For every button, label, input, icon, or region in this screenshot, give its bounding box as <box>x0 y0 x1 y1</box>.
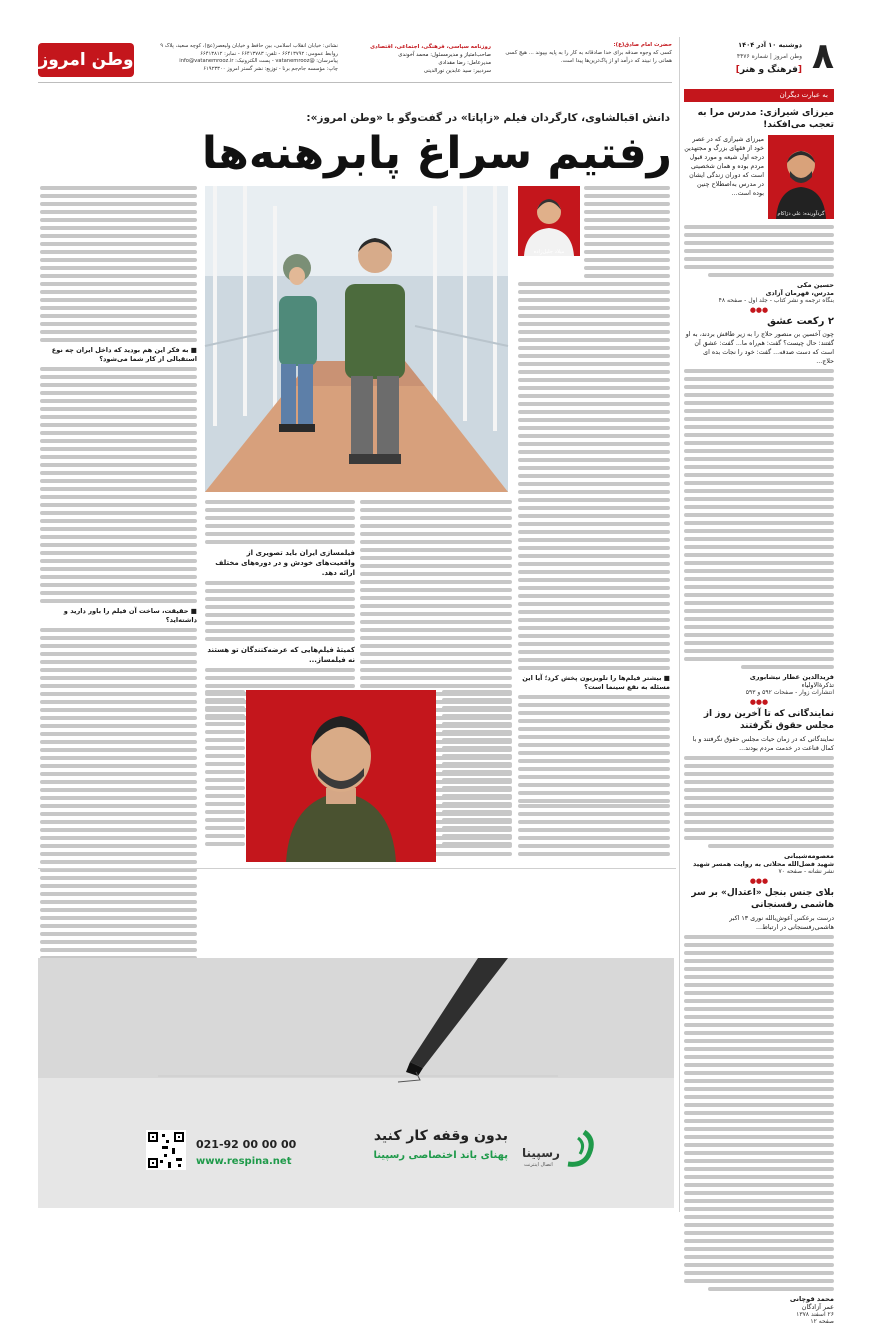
qa-heading-1: ■ بیشتر فیلم‌ها را تلویزیون پخش کرد؛ آیا این مسئله به نفع سینما است؟ <box>522 674 670 691</box>
op4-page: صفحه ۱۲ <box>810 1318 834 1325</box>
address-line: نشانی: خیابان انقلاب اسلامی، بین حافظ و خیابان ولیعصر(عج)، کوچه سعید، پلاک ۹ <box>160 43 338 49</box>
pull-quote-2: کمیتهٔ فیلم‌هایی که عرضه‌کنندگان تو هستند نه فیلمساز... <box>207 646 355 664</box>
logo-text: وطن امروز <box>38 50 134 70</box>
op2-source: تذکرةالاولیاء <box>801 681 834 689</box>
masthead <box>38 37 672 83</box>
page-number: ۸ <box>812 36 834 77</box>
op1-text: میرزای شیرازی که در عصر خود از فقهای بزرگ و مجتهدین درجه اول شیعه و مورد قبول مردم بوده و همان شخصیتی است که دوران زندگی ایشان در مدرس به‌اصطلاح چنین بوده است... <box>684 136 764 197</box>
qa-heading-3: ■ حقیقت، ساخت آن فیلم را باور دارید و داشته‌اید؟ <box>63 607 197 624</box>
article-col-2c <box>205 690 245 862</box>
op3-title: نمایندگانی که تا آخرین روز از مجلس حقوق نگرفتند <box>703 709 834 731</box>
op3-text: نمایندگانی که در زمان حیات مجلس حقوق نگرفتند و با کمال قناعت در خدمت مردم بودند... <box>692 736 834 752</box>
ad-website[interactable]: www.respina.net <box>196 1156 292 1167</box>
separator-dots: ●●● <box>749 698 769 706</box>
article-headline: رفتیم سراغ پابرهنه‌ها <box>201 128 672 179</box>
hadith-text: کسی که وجوه صدقه برای خدا صادقانه به کار را به پایه بپیوند ... هیچ کسی همانی را نبیند که درآمد او از پاک‌ترین‌ها پیدا است. <box>505 50 672 64</box>
issue-info: وطن امروز | شماره ۴۴۷۶ <box>736 53 802 60</box>
pencil-illustration-icon <box>38 958 674 1208</box>
op4-title: بلای جنس بنجل «اعتدال» بر سر هاشمی رفسنجانی <box>691 888 834 910</box>
ad-phone: 021-92 00 00 00 <box>196 1138 297 1151</box>
op3-signature: معصومه‌شیبانی <box>783 852 834 860</box>
hadith-label: حضرت امام صادق(ع): <box>613 42 672 48</box>
op4-signature: محمد قوچانی <box>789 1295 834 1303</box>
op3-ref: نشر نشانه - صفحه ۷۰ <box>778 868 834 875</box>
op2-ref: انتشارات زوار - صفحات ۵۹۲ و ۵۹۳ <box>745 689 834 696</box>
print-line: چاپ: مؤسسه جام‌جم برنا - توزیع: نشر گستر امروز ۶۱۹۲۳۳۰۰ <box>203 65 338 72</box>
pull-quote-1: فیلمسازی ایران باید تصویری از واقعیت‌های خودش و در دوره‌های مختلف ارائه دهد. <box>215 549 355 577</box>
article-col-1 <box>518 186 670 798</box>
newspaper-logo <box>38 43 134 77</box>
op3-source: شهید فضل‌الله محلاتی به روایت همسر شهید <box>693 860 834 868</box>
op2-title: ۲ رکعت عشق <box>767 316 834 327</box>
separator-dots: ●●● <box>749 306 769 314</box>
article-col-2b <box>205 500 355 680</box>
author-portrait-icon <box>768 135 834 219</box>
article-col-1c <box>518 804 670 862</box>
director-portrait-image <box>246 690 436 862</box>
masthead-staff <box>343 43 491 75</box>
respina-logo <box>522 1126 598 1170</box>
respina-name: رسپینا <box>522 1146 560 1160</box>
article-bottom-rule <box>38 868 676 869</box>
op2-text: چون آخسین بن منصور حلاج را به زیر طاقش بردند، به او گفتند: حال چیست؟ گفت: هم‌راه ما... گفت: عشق آن است که دست صدقه... گفت: خود را نجات بده ای حلاج... <box>685 331 834 365</box>
op1-author: گردآورنده: علی دژاکام <box>777 211 825 217</box>
ad-slogan: بدون وقفه کار کنید <box>373 1128 508 1144</box>
article-col-3 <box>40 186 197 862</box>
op4-ref: ۲۶ اسفند ۱۳۷۸ <box>796 1311 834 1318</box>
op4-text: درست برعکس آغوش‌بالله نوری ۱۳ اکبر هاشمی‌رفسنجانی در ارتباط... <box>729 915 834 931</box>
qr-code-icon <box>146 1130 186 1170</box>
section-name: فرهنگ و هنر <box>739 65 798 75</box>
respina-sub: اتصال اینترنت <box>524 1162 553 1168</box>
sidebar-content <box>684 107 834 1325</box>
op2-signature: فریدالدین عطار نیشابوری <box>749 673 834 681</box>
sms-line: پیامرسان: @vatanemrooz - پست الکترونیک: info@vatanemrooz.ir <box>179 58 338 65</box>
op1-signature: حسین مکی <box>797 281 834 289</box>
hadith-box <box>500 41 672 65</box>
owner-line: صاحب‌امتیاز و مدیرمسئول: محمد آخوندی <box>398 52 491 58</box>
gm-line: مدیرعامل: رضا مقدادی <box>438 60 491 66</box>
director-photo <box>246 690 436 862</box>
article-col-1b <box>442 690 512 862</box>
op1-author-photo <box>768 135 834 219</box>
sidebar-header <box>684 37 834 83</box>
editor-line: سردبیر: سید عابدین نورالدینی <box>423 68 491 74</box>
masthead-address <box>142 43 338 73</box>
qa-heading-2: ■ به فکر این هم بودید که داخل ایران چه نوع استقبالی از کار شما می‌شود؟ <box>51 346 197 363</box>
sidebar-tag <box>684 89 834 102</box>
film-still-photo <box>205 186 508 492</box>
op1-ref: بنگاه ترجمه و نشر کتاب - جلد اول - صفحه ۴۸ <box>718 297 834 304</box>
respina-ad <box>38 958 674 1208</box>
sidebar-divider <box>679 37 680 1212</box>
film-still-image <box>205 186 508 492</box>
masthead-desc: روزنامه سیاسی، فرهنگی، اجتماعی، اقتصادی <box>370 44 491 50</box>
article-kicker: دانش اقبالشاوی، کارگردان فیلم «زاپاتا» در گفت‌وگو با «وطن امروز»: <box>306 112 670 124</box>
section-title: [فرهنگ و هنر] <box>735 65 802 75</box>
issue-date: دوشنبه ۱۰ آذر ۱۴۰۴ <box>738 41 802 49</box>
op4-source: عمر آزادگان <box>801 1303 834 1311</box>
interviewer-portrait-icon <box>518 186 580 256</box>
interviewer-name: میلاد جلیل‌زاده <box>533 249 565 255</box>
pr-line: روابط عمومی: ۶۶۴۱۳۷۹۲ - تلفن: ۶۶۴۱۳۷۸۳ - نمابر: ۶۶۴۱۳۸۱۲ <box>200 50 338 57</box>
op1-title: میرزای شیرازی: مدرس مرا به تعجب می‌افکند! <box>697 107 834 130</box>
separator-dots: ●●● <box>749 877 769 885</box>
op1-source: مدرس، قهرمان آزادی <box>765 289 834 297</box>
sidebar-tag-label: به عبارت دیگران <box>779 91 828 99</box>
ad-tagline: پهنای باند اختصاصی رسپینا <box>373 1150 508 1161</box>
interviewer-photo <box>518 186 580 256</box>
